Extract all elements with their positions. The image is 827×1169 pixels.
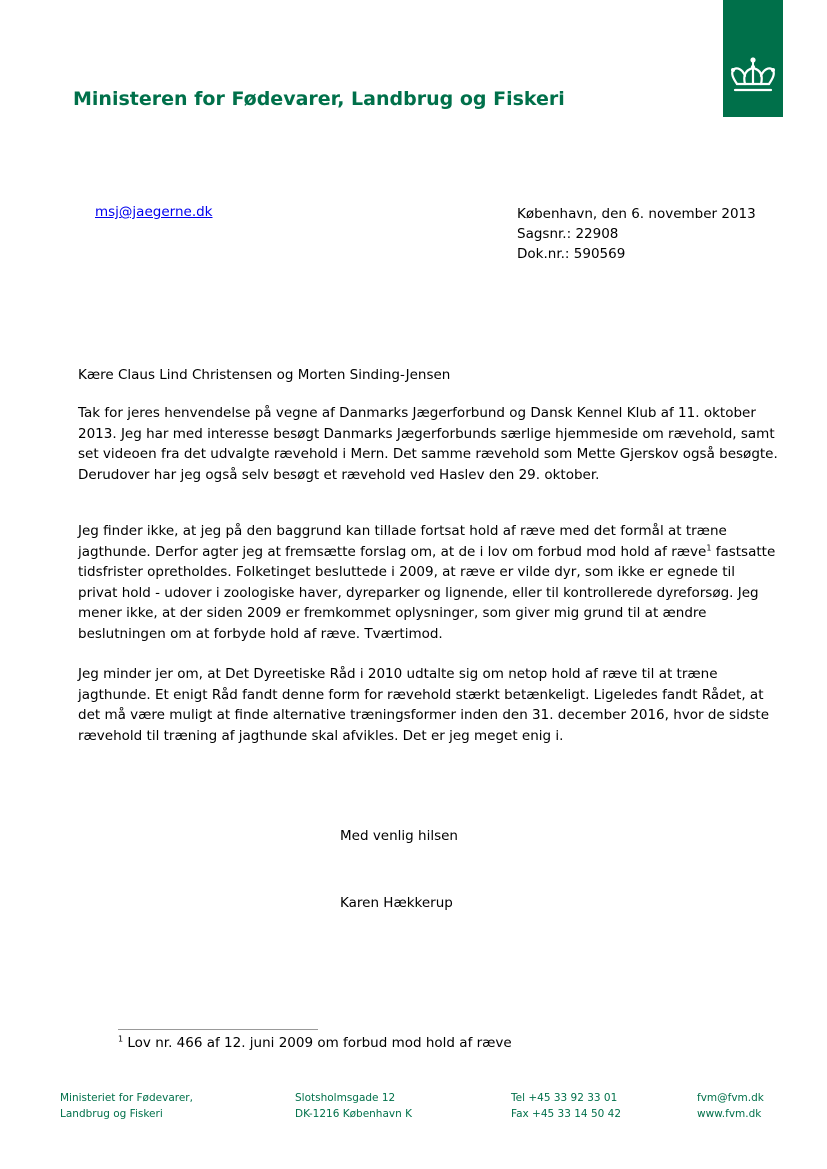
footer-address-line-1: Slotsholmsgade 12 xyxy=(295,1092,396,1104)
letter-meta xyxy=(517,204,756,264)
footer-tel: Tel +45 33 92 33 01 xyxy=(511,1092,618,1104)
footer-web[interactable]: www.fvm.dk xyxy=(697,1108,762,1120)
place-date: København, den 6. november 2013 xyxy=(517,206,756,222)
footnote xyxy=(118,1035,512,1051)
case-number: Sagsnr.: 22908 xyxy=(517,226,619,242)
document-number: Dok.nr.: 590569 xyxy=(517,246,626,262)
footer-email[interactable]: fvm@fvm.dk xyxy=(697,1092,764,1104)
footnote-divider xyxy=(118,1029,318,1030)
footnote-number: 1 xyxy=(118,1034,124,1044)
paragraph-2-part-2: fastsatte tidsfrister opretholdes. Folketinget besluttede i 2009, at ræve er vilde dyr, som ikke er egnede til privat hold - udover i zoologiske haver, dyreparker og lignende, eller til kontrollerede dyreforsøg. Jeg mener ikke, at der siden 2009 er fremkommet oplysninger, som giver mig grund til at ændre beslutningen om at forbyde hold af ræve. Tværtimod. xyxy=(78,543,776,642)
closing: Med venlig hilsen xyxy=(340,828,458,844)
paragraph-1-text: Tak for jeres henvendelse på vegne af Danmarks Jægerforbund og Dansk Kennel Klub af 11. oktober 2013. Jeg har med interesse besøgt Danmarks Jægerforbunds særlige hjemmeside om rævehold, samt set videoen fra det udvalgte rævehold i Mern. Det samme rævehold som Mette Gjerskov også besøgte. Derudover har jeg også selv besøgt et rævehold ved Haslev den 29. oktober. xyxy=(78,405,778,483)
paragraph-2-part-1: Jeg finder ikke, at jeg på den baggrund kan tillade fortsat hold af ræve med det formål at træne jagthunde. Derfor agter jeg at fremsætte forslag om, at de i lov om forbud mod hold af ræve xyxy=(78,523,727,560)
paragraph-2-text xyxy=(78,521,778,644)
footnote-reference: 1 xyxy=(706,543,712,552)
crown-icon xyxy=(723,0,783,117)
paragraph-1 xyxy=(78,403,778,485)
logo-box xyxy=(723,0,783,117)
paragraph-3 xyxy=(78,664,778,746)
footnote-text: Lov nr. 466 af 12. juni 2009 om forbud mod hold af ræve xyxy=(123,1035,512,1051)
paragraph-2 xyxy=(78,521,778,644)
recipient-email-link[interactable]: msj@jaegerne.dk xyxy=(95,204,213,220)
salutation: Kære Claus Lind Christensen og Morten Sinding-Jensen xyxy=(78,367,451,383)
footer-address-line-2: DK-1216 København K xyxy=(295,1108,412,1120)
footer-contact xyxy=(697,1090,764,1122)
footer-address xyxy=(295,1090,412,1122)
footer-org-line-1: Ministeriet for Fødevarer, xyxy=(60,1092,193,1104)
footer-phone xyxy=(511,1090,621,1122)
ministry-title: Ministeren for Fødevarer, Landbrug og Fiskeri xyxy=(73,88,565,110)
signature-name: Karen Hækkerup xyxy=(340,895,453,911)
footer-organisation xyxy=(60,1090,193,1122)
footer-fax: Fax +45 33 14 50 42 xyxy=(511,1108,622,1120)
paragraph-3-text: Jeg minder jer om, at Det Dyreetiske Råd i 2010 udtalte sig om netop hold af ræve til at træne jagthunde. Et enigt Råd fandt denne form for rævehold stærkt betænkeligt. Ligeledes fandt Rådet, at det må være muligt at finde alternative træningsformer inden den 31. december 2016, hvor de sidste rævehold til træning af jagthunde skal afvikles. Det er jeg meget enig i. xyxy=(78,666,770,744)
footer-org-line-2: Landbrug og Fiskeri xyxy=(60,1108,163,1120)
